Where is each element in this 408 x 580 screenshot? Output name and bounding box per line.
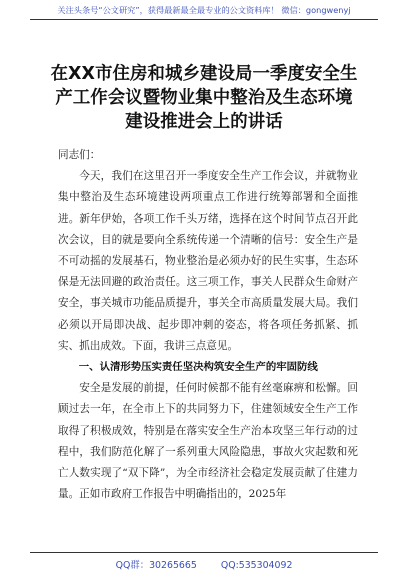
header-divider [30,19,378,20]
paragraph: 安全是发展的前提，任何时候都不能有丝毫麻痹和松懈。回顾过去一年，在全市上下的共同努力下，住建领域安全生产工作取得了积极成效，特别是在落实安全生产治本攻坚三年行动的过程中，我们防范化解了一系列重大风险隐患，事故火灾起数和死亡人数实现了“双下降”，为全市经济社会稳定发展贡献了住建力量。正如市政府工作报告中明确指出的，2025年 [58,382,358,501]
document-body [58,145,358,505]
document-title: 在XX市住房和城乡建设局一季度安全生产工作会议暨物业集中整治及生态环境建设推进会上的讲话 [50,64,358,132]
footer-qq-group: QQ群：30265665 [115,560,197,571]
footer-divider [30,552,378,553]
footer-qq-number: QQ:535304092 [220,560,293,571]
header-promo-note: 关注头条号“公文研究”，获得最新最全最专业的公文资料库！ 微信：gongwenyj [57,5,351,15]
salutation: 同志们： [58,149,101,161]
section-heading: 一、认清形势压实责任坚决构筑安全生产的牢固防线 [78,361,318,374]
paragraph: 今天，我们在这里召开一季度安全生产工作会议，并就物业集中整治及生态环境建设两项重点工作进行统筹部署和全面推进。新年伊始，各项工作千头万绪，选择在这个时间节点召开此次会议，目的就是要向全系统传递一个清晰的信号：安全生产是不可动摇的发展基石，物业整治是必须办好的民生实事，生态环保是无法回避的政治责任。这三项工作，事关人民群众生命财产安全，事关城市功能品质提升，事关全市高质量发展大局。我们必须以开局即决战、起步即冲刺的姿态，将各项任务抓紧、抓实、抓出成效。下面，我讲三点意见。 [58,170,358,352]
footer-contact [0,557,408,571]
